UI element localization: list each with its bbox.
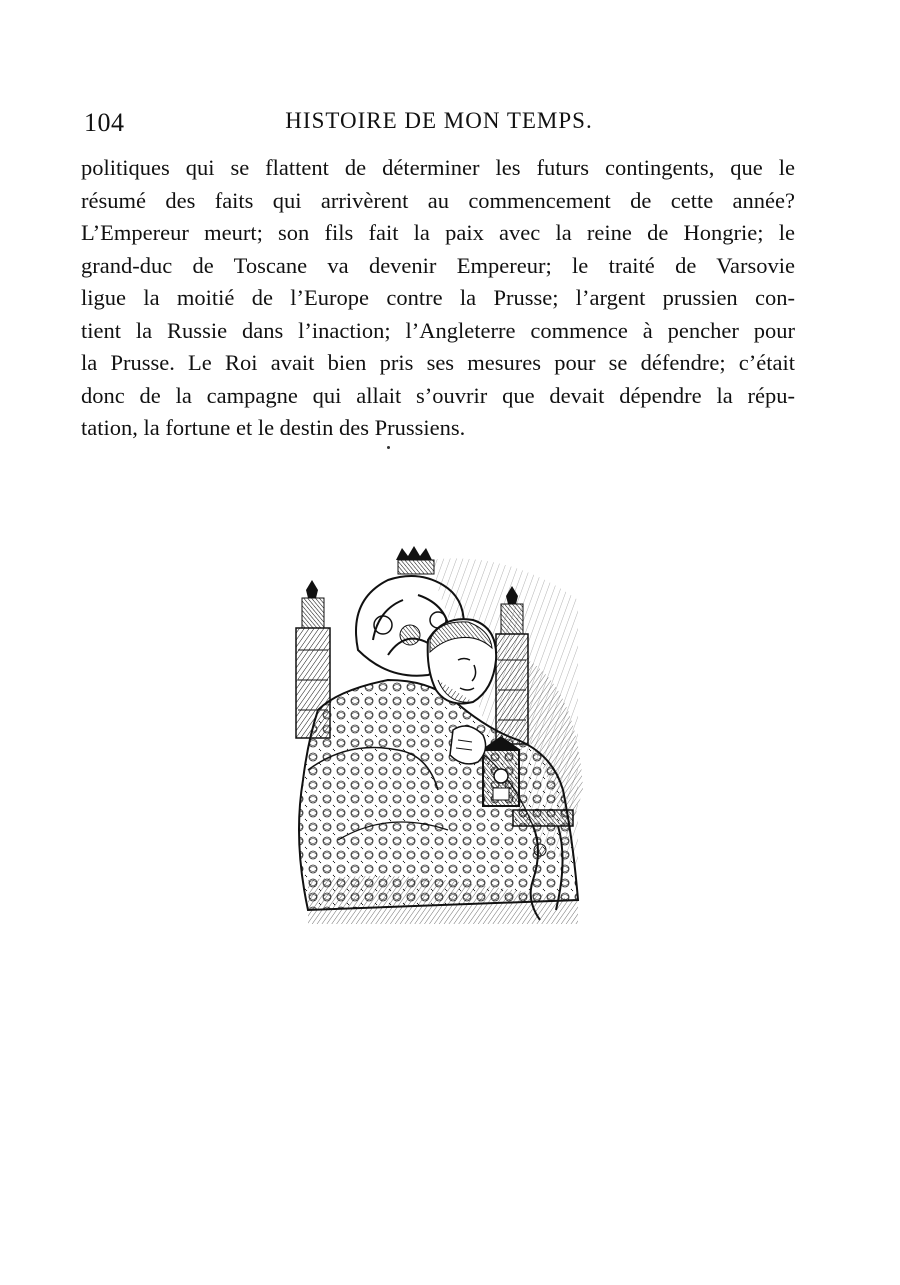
text-line: ligue la moitié de l’Europe contre la Prusse; l’argent prussien con- — [81, 285, 795, 310]
ruler-head — [428, 619, 496, 703]
text-line: L’Empereur meurt; son fils fait la paix avec la reine de Hongrie; le — [81, 220, 795, 245]
text-line-last: tation, la fortune et le destin des Prussiens. — [81, 415, 466, 440]
page-number: 104 — [84, 108, 125, 137]
print-speck — [387, 446, 390, 449]
text-line: tient la Russie dans l’inaction; l’Angleterre commence à pencher pour — [81, 317, 795, 343]
running-title: HISTOIRE DE MON TEMPS. — [285, 108, 593, 133]
text-line: donc de la campagne qui allait s’ouvrir que devait dépendre la répu- — [81, 382, 795, 408]
running-head — [84, 108, 794, 144]
ruler-hand — [450, 726, 486, 764]
text-line: politiques qui se flattent de déterminer les futurs contingents, que le — [81, 155, 795, 180]
reliquary-box — [481, 736, 521, 806]
text-line: résumé des faits qui arrivèrent au commencement de cette année? — [81, 187, 795, 213]
text-line: la Prusse. Le Roi avait bien pris ses mesures pour se défendre; c’était — [81, 350, 795, 375]
text-line: grand-duc de Toscane va devenir Empereur; le traité de Varsovie — [81, 252, 795, 278]
body-paragraph — [81, 152, 795, 445]
throne-engraving-illustration — [278, 540, 592, 924]
throne-right-pillar — [496, 586, 528, 744]
